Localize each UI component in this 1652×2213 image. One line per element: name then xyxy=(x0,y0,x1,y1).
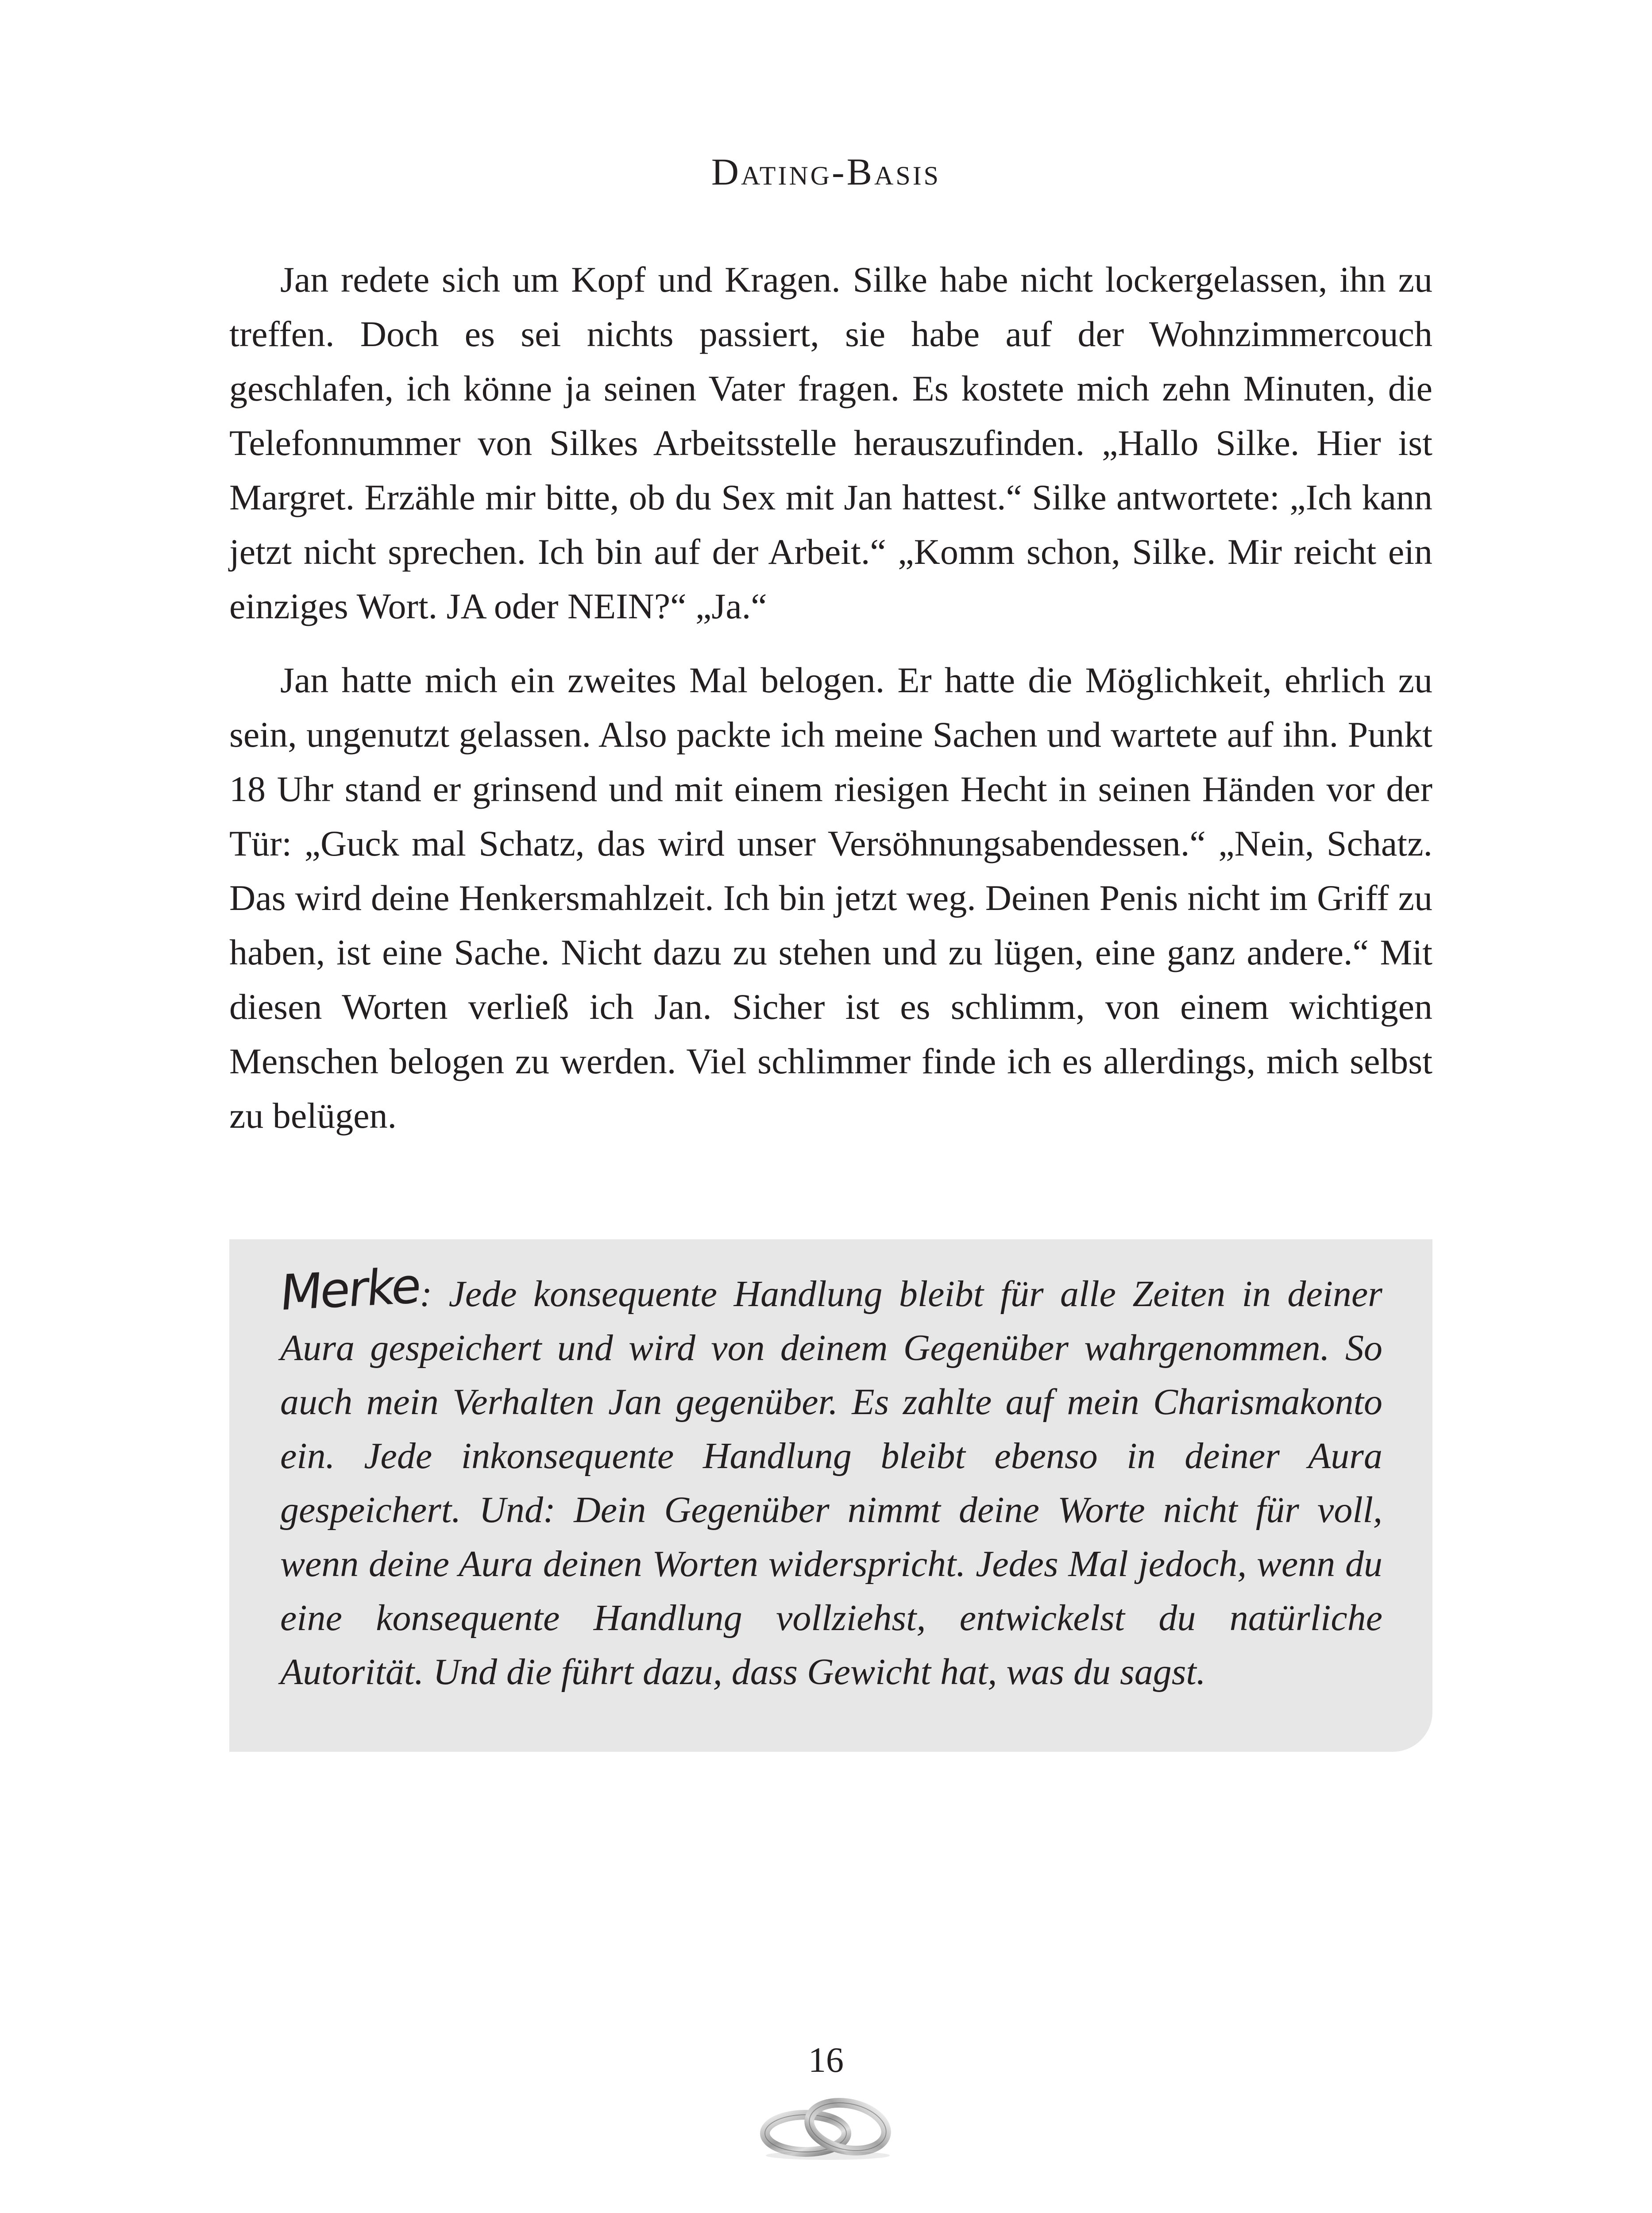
merke-label: Merke xyxy=(278,1257,422,1322)
paragraph-1: Jan redete sich um Kopf und Kragen. Silke habe nicht lockergelassen, ihn zu treffen. Doch es sei nichts passiert, sie habe auf der Wohnzimmercouch geschlafen, ich könne ja seinen Vater fragen. Es kostete mich zehn Minuten, die Telefonnummer von Silkes Arbeitsstelle herauszufinden. „Hallo Silke. Hier ist Margret. Erzähle mir bitte, ob du Sex mit Jan hattest.“ Silke antwortete: „Ich kann jetzt nicht sprechen. Ich bin auf der Arbeit.“ „Komm schon, Silke. Mir reicht ein einziges Wort. JA oder NEIN?“ „Ja.“ xyxy=(229,259,1432,626)
body-text xyxy=(229,252,1432,1162)
merke-callout-text xyxy=(278,1257,1382,1699)
running-head: Dating-Basis xyxy=(711,150,941,193)
merke-callout-box xyxy=(229,1239,1432,1752)
paragraph-2: Jan hatte mich ein zweites Mal belogen. Er hatte die Möglichkeit, ehrlich zu sein, ungenutzt gelassen. Also packte ich meine Sachen und wartete auf ihn. Punkt 18 Uhr stand er grinsend und mit einem riesigen Hecht in seinen Händen vor der Tür: „Guck mal Schatz, das wird unser Versöhnungsabendessen.“ „Nein, Schatz. Das wird deine Henkersmahlzeit. Ich bin jetzt weg. Deinen Penis nicht im Griff zu haben, ist eine Sache. Nicht dazu zu stehen und zu lügen, eine ganz andere.“ Mit diesen Worten verließ ich Jan. Sicher ist es schlimm, von einem wichtigen Menschen belogen zu werden. Viel schlimmer finde ich es allerdings, mich selbst zu belügen. xyxy=(229,660,1432,1136)
wedding-rings-icon xyxy=(753,2089,903,2164)
merke-body: : Jede konsequente Handlung bleibt für alle Zeiten in deiner Aura gespeichert und wird von deinem Gegenüber wahrgenommen. So auch mein Verhalten Jan gegenüber. Es zahlte auf mein Charismakonto ein. Jede inkonsequente Handlung bleibt ebenso in deiner Aura gespeichert. Und: Dein Gegenüber nimmt deine Worte nicht für voll, wenn deine Aura deinen Worten widerspricht. Jedes Mal jedoch, wenn du eine konsequente Handlung vollziehst, entwickelst du natürliche Autorität. Und die führt dazu, dass Gewicht hat, was du sagst. xyxy=(280,1273,1382,1693)
page-number: 16 xyxy=(808,2041,844,2080)
